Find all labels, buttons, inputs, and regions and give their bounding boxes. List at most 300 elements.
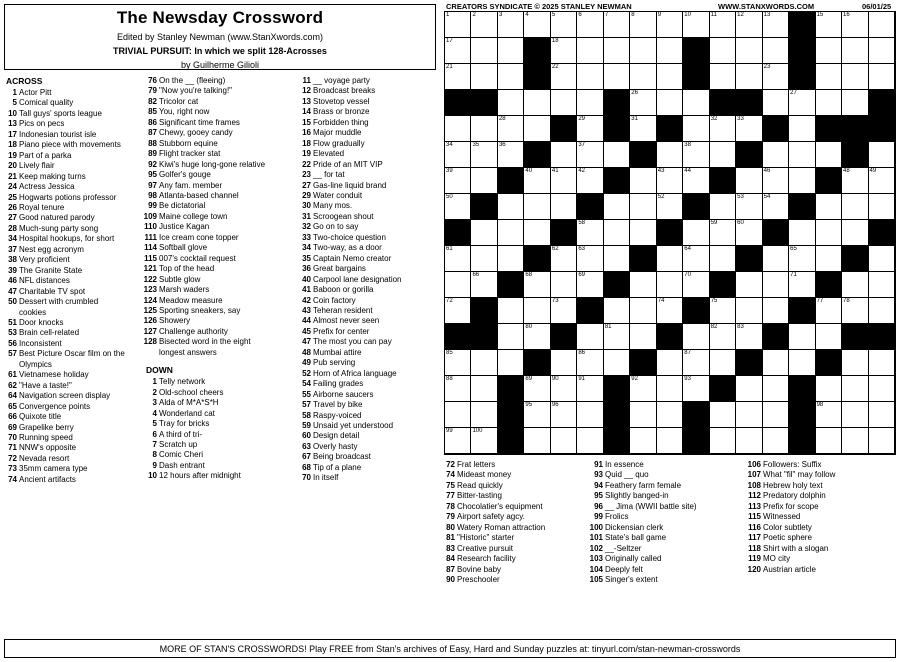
clue-text: You, right now: [159, 107, 210, 117]
grid-cell[interactable]: [763, 246, 789, 272]
grid-cell[interactable]: [604, 220, 630, 246]
grid-cell[interactable]: [604, 12, 630, 38]
clue-number: 33: [302, 232, 311, 242]
grid-cell[interactable]: [551, 38, 577, 64]
clue-text: Research facility: [457, 554, 516, 564]
grid-cell[interactable]: [471, 116, 497, 142]
grid-cell[interactable]: [657, 428, 683, 454]
grid-cell[interactable]: [710, 428, 736, 454]
grid-cell[interactable]: [710, 38, 736, 64]
grid-cell[interactable]: [869, 142, 895, 168]
clue-number: 39: [8, 265, 17, 275]
grid-cell[interactable]: [763, 402, 789, 428]
grid-cell[interactable]: [498, 64, 524, 90]
grid-cell[interactable]: [869, 64, 895, 90]
grid-cell[interactable]: [498, 90, 524, 116]
grid-cell-number: 22: [551, 64, 559, 70]
grid-cell-number: 69: [578, 272, 586, 278]
grid-cell-number: 43: [657, 168, 665, 174]
clue-item: [146, 450, 296, 460]
clue-text: Telly network: [159, 377, 206, 387]
grid-cell[interactable]: [736, 376, 762, 402]
grid-cell[interactable]: [577, 116, 603, 142]
grid-cell[interactable]: [789, 272, 815, 298]
grid-cell-number: 26: [631, 90, 638, 96]
grid-cell[interactable]: [683, 220, 709, 246]
grid-cell[interactable]: [710, 194, 736, 220]
grid-cell[interactable]: [736, 38, 762, 64]
clue-number: 70: [302, 473, 311, 483]
grid-block: [816, 272, 842, 298]
grid-cell[interactable]: [577, 324, 603, 350]
grid-cell-number: 42: [578, 168, 586, 174]
clue-item: [6, 475, 144, 485]
website-link[interactable]: WWW.STANXWORDS.COM: [718, 2, 815, 11]
clue-text: Brain cell-related: [19, 328, 80, 338]
grid-cell[interactable]: [471, 376, 497, 402]
grid-cell[interactable]: [577, 64, 603, 90]
grid-cell[interactable]: [630, 402, 656, 428]
grid-cell[interactable]: [551, 376, 577, 402]
grid-cell[interactable]: [551, 272, 577, 298]
grid-cell[interactable]: [445, 38, 471, 64]
grid-cell[interactable]: [630, 220, 656, 246]
clue-number: 71: [8, 443, 17, 453]
grid-cell[interactable]: [657, 350, 683, 376]
grid-cell[interactable]: [630, 90, 656, 116]
grid-cell[interactable]: [604, 64, 630, 90]
grid-cell[interactable]: [657, 402, 683, 428]
grid-cell[interactable]: [604, 38, 630, 64]
grid-cell[interactable]: [551, 298, 577, 324]
clue-text: Brass or bronze: [313, 107, 370, 117]
grid-cell[interactable]: [842, 220, 868, 246]
grid-cell[interactable]: [577, 168, 603, 194]
grid-cell[interactable]: [736, 64, 762, 90]
grid-cell[interactable]: [736, 298, 762, 324]
grid-cell[interactable]: [445, 246, 471, 272]
grid-cell[interactable]: [604, 194, 630, 220]
grid-cell[interactable]: [789, 90, 815, 116]
grid-cell[interactable]: [842, 38, 868, 64]
clue-item: [750, 491, 900, 501]
grid-cell[interactable]: [445, 64, 471, 90]
grid-cell[interactable]: [471, 272, 497, 298]
clue-number: 126: [143, 316, 157, 326]
grid-cell[interactable]: [551, 168, 577, 194]
grid-cell[interactable]: [710, 246, 736, 272]
grid-block: [577, 298, 603, 324]
grid-cell[interactable]: [710, 324, 736, 350]
grid-cell[interactable]: [551, 142, 577, 168]
clue-item: [592, 460, 747, 470]
grid-cell[interactable]: [498, 142, 524, 168]
grid-cell[interactable]: [577, 12, 603, 38]
grid-cell[interactable]: [869, 428, 895, 454]
clue-number: 5: [152, 419, 157, 429]
grid-cell[interactable]: [842, 272, 868, 298]
grid-cell[interactable]: [577, 220, 603, 246]
clue-item: [444, 491, 589, 501]
grid-cell[interactable]: [657, 168, 683, 194]
clue-text: Predatory dolphin: [763, 491, 826, 501]
clue-item: [444, 512, 589, 522]
grid-cell[interactable]: [842, 90, 868, 116]
grid-cell[interactable]: [498, 38, 524, 64]
grid-cell[interactable]: [842, 350, 868, 376]
grid-cell[interactable]: [630, 194, 656, 220]
grid-cell[interactable]: [577, 376, 603, 402]
clue-item: [592, 512, 747, 522]
grid-cell[interactable]: [869, 194, 895, 220]
grid-cell[interactable]: [657, 298, 683, 324]
crossword-grid[interactable]: [444, 11, 896, 455]
grid-cell[interactable]: [524, 194, 550, 220]
clue-item: [146, 243, 296, 253]
grid-cell[interactable]: [657, 142, 683, 168]
clue-text: Broadcast breaks: [313, 86, 376, 96]
grid-cell[interactable]: [657, 194, 683, 220]
grid-cell[interactable]: [816, 90, 842, 116]
grid-cell[interactable]: [816, 220, 842, 246]
grid-cell[interactable]: [524, 168, 550, 194]
grid-block: [683, 298, 709, 324]
grid-cell[interactable]: [551, 12, 577, 38]
grid-cell[interactable]: [498, 116, 524, 142]
grid-cell[interactable]: [498, 12, 524, 38]
clue-text: Door knocks: [19, 317, 64, 327]
grid-cell[interactable]: [657, 12, 683, 38]
grid-cell[interactable]: [842, 402, 868, 428]
grid-cell[interactable]: [630, 12, 656, 38]
grid-cell[interactable]: [498, 194, 524, 220]
grid-cell[interactable]: [471, 246, 497, 272]
grid-cell[interactable]: [630, 64, 656, 90]
grid-cell-number: 61: [446, 246, 453, 252]
grid-cell[interactable]: [498, 220, 524, 246]
grid-cell[interactable]: [445, 376, 471, 402]
grid-cell[interactable]: [657, 38, 683, 64]
grid-cell[interactable]: [445, 168, 471, 194]
grid-cell[interactable]: [842, 298, 868, 324]
grid-cell[interactable]: [471, 64, 497, 90]
grid-cell[interactable]: [471, 220, 497, 246]
grid-cell[interactable]: [471, 12, 497, 38]
grid-cell[interactable]: [816, 38, 842, 64]
grid-cell[interactable]: [869, 168, 895, 194]
grid-cell[interactable]: [869, 246, 895, 272]
grid-cell-number: 8: [631, 12, 635, 18]
grid-cell[interactable]: [683, 376, 709, 402]
grid-cell[interactable]: [524, 12, 550, 38]
clue-item: [300, 369, 440, 379]
grid-cell[interactable]: [736, 324, 762, 350]
grid-cell[interactable]: [869, 376, 895, 402]
grid-cell[interactable]: [710, 350, 736, 376]
clue-item: [750, 533, 900, 543]
clue-number: 79: [446, 512, 455, 522]
grid-cell[interactable]: [763, 298, 789, 324]
grid-cell[interactable]: [763, 64, 789, 90]
grid-cell[interactable]: [683, 324, 709, 350]
grid-cell[interactable]: [869, 402, 895, 428]
clue-text: Elevated: [313, 149, 345, 159]
grid-cell[interactable]: [710, 12, 736, 38]
grid-cell[interactable]: [683, 116, 709, 142]
grid-cell[interactable]: [445, 298, 471, 324]
grid-block: [683, 194, 709, 220]
grid-cell[interactable]: [816, 324, 842, 350]
grid-cell[interactable]: [683, 272, 709, 298]
grid-cell[interactable]: [577, 272, 603, 298]
grid-cell[interactable]: [498, 350, 524, 376]
grid-cell[interactable]: [736, 194, 762, 220]
clue-number: 51: [8, 317, 17, 327]
clue-item: [146, 201, 296, 211]
clue-item: [146, 139, 296, 149]
across-column-1: [6, 76, 144, 485]
clue-number: 11: [302, 76, 311, 85]
grid-cell[interactable]: [524, 272, 550, 298]
grid-cell[interactable]: [524, 402, 550, 428]
grid-cell[interactable]: [683, 90, 709, 116]
grid-cell[interactable]: [577, 428, 603, 454]
grid-cell[interactable]: [816, 12, 842, 38]
grid-cell[interactable]: [816, 428, 842, 454]
grid-cell[interactable]: [683, 350, 709, 376]
clue-number: 85: [148, 107, 157, 117]
clue-number: 38: [8, 255, 17, 265]
grid-cell[interactable]: [816, 298, 842, 324]
clue-number: 113: [748, 501, 761, 511]
grid-block: [604, 116, 630, 142]
grid-cell[interactable]: [445, 194, 471, 220]
clue-item: [146, 160, 296, 170]
grid-cell[interactable]: [736, 428, 762, 454]
grid-cell[interactable]: [842, 168, 868, 194]
grid-cell-number: 100: [472, 428, 483, 434]
grid-cell[interactable]: [657, 246, 683, 272]
grid-cell-number: 7: [604, 12, 609, 18]
grid-cell-number: 6: [578, 12, 582, 18]
grid-cell[interactable]: [551, 90, 577, 116]
grid-cell[interactable]: [789, 116, 815, 142]
grid-cell-number: 70: [684, 272, 691, 278]
grid-cell[interactable]: [789, 220, 815, 246]
clue-text: Two-way, as a door: [313, 243, 382, 253]
clue-item: [6, 328, 144, 338]
grid-cell[interactable]: [736, 12, 762, 38]
grid-cell[interactable]: [710, 402, 736, 428]
clue-number: 58: [302, 410, 311, 420]
grid-cell[interactable]: [683, 246, 709, 272]
grid-cell[interactable]: [763, 90, 789, 116]
grid-cell[interactable]: [604, 324, 630, 350]
grid-cell[interactable]: [445, 402, 471, 428]
grid-cell[interactable]: [657, 90, 683, 116]
grid-cell[interactable]: [498, 246, 524, 272]
grid-cell[interactable]: [577, 350, 603, 376]
grid-cell[interactable]: [683, 168, 709, 194]
grid-cell[interactable]: [736, 168, 762, 194]
grid-cell[interactable]: [445, 350, 471, 376]
grid-cell[interactable]: [789, 350, 815, 376]
grid-cell[interactable]: [524, 376, 550, 402]
grid-cell[interactable]: [710, 142, 736, 168]
grid-cell[interactable]: [842, 376, 868, 402]
grid-cell[interactable]: [789, 142, 815, 168]
clue-item: [300, 442, 440, 452]
grid-cell[interactable]: [869, 38, 895, 64]
grid-cell[interactable]: [577, 38, 603, 64]
clue-number: 120: [747, 564, 761, 574]
grid-cell[interactable]: [445, 272, 471, 298]
grid-cell[interactable]: [471, 428, 497, 454]
grid-cell[interactable]: [471, 402, 497, 428]
grid-cell[interactable]: [736, 220, 762, 246]
grid-cell[interactable]: [657, 64, 683, 90]
grid-cell[interactable]: [445, 142, 471, 168]
grid-block: [789, 376, 815, 402]
grid-cell[interactable]: [630, 168, 656, 194]
grid-cell[interactable]: [736, 116, 762, 142]
clue-item: [300, 296, 440, 306]
grid-cell[interactable]: [657, 272, 683, 298]
grid-cell[interactable]: [710, 116, 736, 142]
clue-number: 109: [143, 211, 157, 221]
grid-cell[interactable]: [630, 38, 656, 64]
grid-cell-number: 80: [525, 324, 533, 330]
grid-cell[interactable]: [604, 142, 630, 168]
grid-cell[interactable]: [551, 246, 577, 272]
grid-cell[interactable]: [445, 116, 471, 142]
grid-cell[interactable]: [445, 428, 471, 454]
grid-cell[interactable]: [763, 350, 789, 376]
grid-cell[interactable]: [524, 298, 550, 324]
grid-cell[interactable]: [842, 64, 868, 90]
clue-text: Convergence points: [19, 401, 91, 411]
grid-cell[interactable]: [789, 246, 815, 272]
grid-cell[interactable]: [630, 116, 656, 142]
grid-cell[interactable]: [471, 350, 497, 376]
grid-block: [869, 90, 895, 116]
grid-cell[interactable]: [604, 350, 630, 376]
grid-cell[interactable]: [551, 428, 577, 454]
grid-cell[interactable]: [763, 272, 789, 298]
grid-cell[interactable]: [763, 12, 789, 38]
grid-cell[interactable]: [471, 38, 497, 64]
grid-cell[interactable]: [763, 376, 789, 402]
grid-cell-number: 18: [551, 38, 559, 44]
grid-cell[interactable]: [710, 64, 736, 90]
grid-cell[interactable]: [551, 402, 577, 428]
grid-cell[interactable]: [551, 350, 577, 376]
grid-cell[interactable]: [524, 220, 550, 246]
grid-cell[interactable]: [789, 324, 815, 350]
grid-cell[interactable]: [498, 324, 524, 350]
clue-text: Chocolatier's equipment: [457, 501, 543, 511]
grid-cell[interactable]: [551, 64, 577, 90]
footer-promo[interactable]: MORE OF STAN'S CROSSWORDS! Play FREE from Stan's archives of Easy, Hard and Sunday puzzles at: tinyurl.com/stan-newman-crosswords: [4, 639, 896, 658]
grid-cell[interactable]: [498, 298, 524, 324]
grid-cell[interactable]: [657, 376, 683, 402]
grid-cell[interactable]: [524, 90, 550, 116]
grid-cell[interactable]: [763, 38, 789, 64]
grid-cell-number: 23: [763, 64, 771, 70]
grid-cell[interactable]: [630, 298, 656, 324]
grid-cell[interactable]: [816, 402, 842, 428]
grid-cell[interactable]: [816, 64, 842, 90]
grid-cell[interactable]: [869, 12, 895, 38]
grid-cell[interactable]: [683, 142, 709, 168]
grid-cell[interactable]: [842, 428, 868, 454]
clue-number: 95: [148, 170, 157, 180]
grid-cell[interactable]: [604, 298, 630, 324]
clue-number: 52: [302, 368, 311, 378]
clue-text: "Now you're talking!": [159, 86, 233, 96]
grid-cell[interactable]: [816, 376, 842, 402]
grid-cell[interactable]: [763, 428, 789, 454]
grid-cell-number: 85: [446, 350, 453, 356]
grid-cell[interactable]: [816, 194, 842, 220]
grid-cell[interactable]: [789, 168, 815, 194]
clue-text: Tip of a plane: [313, 462, 362, 472]
grid-cell[interactable]: [471, 142, 497, 168]
grid-cell[interactable]: [842, 194, 868, 220]
grid-cell[interactable]: [869, 272, 895, 298]
grid-cell[interactable]: [524, 428, 550, 454]
grid-block: [630, 246, 656, 272]
grid-cell[interactable]: [471, 168, 497, 194]
grid-cell[interactable]: [577, 90, 603, 116]
clue-text: Airport safety agcy.: [457, 512, 525, 522]
clue-number: 100: [589, 522, 603, 532]
grid-cell[interactable]: [630, 376, 656, 402]
title-box: [4, 4, 436, 70]
grid-cell[interactable]: [736, 272, 762, 298]
grid-cell[interactable]: [577, 402, 603, 428]
grid-cell[interactable]: [869, 298, 895, 324]
grid-cell[interactable]: [869, 350, 895, 376]
grid-cell[interactable]: [816, 142, 842, 168]
grid-cell[interactable]: [577, 246, 603, 272]
clue-number: 124: [143, 295, 157, 305]
grid-cell[interactable]: [683, 12, 709, 38]
grid-cell[interactable]: [710, 220, 736, 246]
grid-cell[interactable]: [630, 428, 656, 454]
grid-cell[interactable]: [524, 324, 550, 350]
grid-cell[interactable]: [604, 246, 630, 272]
grid-cell[interactable]: [816, 246, 842, 272]
grid-cell[interactable]: [630, 272, 656, 298]
grid-cell[interactable]: [763, 168, 789, 194]
grid-block: [683, 428, 709, 454]
clue-item: [146, 118, 296, 128]
clue-item: [6, 98, 144, 108]
grid-cell[interactable]: [842, 12, 868, 38]
grid-cell[interactable]: [736, 402, 762, 428]
grid-cell[interactable]: [710, 298, 736, 324]
grid-cell[interactable]: [445, 12, 471, 38]
clue-text: Watery Roman attraction: [457, 522, 546, 532]
grid-cell[interactable]: [577, 142, 603, 168]
grid-cell[interactable]: [551, 194, 577, 220]
grid-cell[interactable]: [524, 116, 550, 142]
grid-cell[interactable]: [763, 142, 789, 168]
grid-cell[interactable]: [630, 324, 656, 350]
grid-cell[interactable]: [763, 194, 789, 220]
clue-item: [146, 440, 296, 450]
